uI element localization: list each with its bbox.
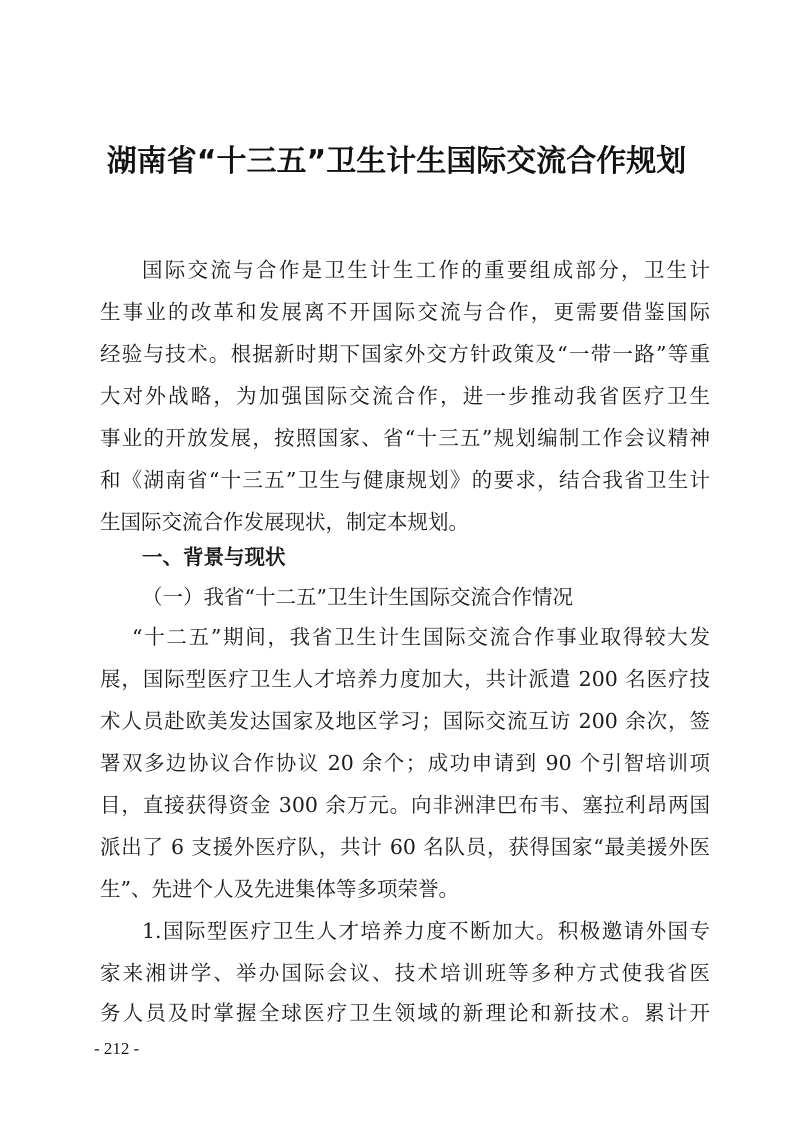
paragraph-line: 务人员及时掌握全球医疗卫生领域的新理论和新技术。累计开 [100, 1001, 710, 1025]
paragraph-line: 大对外战略，为加强国际交流合作，进一步推动我省医疗卫生 [100, 384, 710, 408]
paragraph-line: 生事业的改革和发展离不开国际交流与合作，更需要借鉴国际 [100, 300, 710, 324]
paragraph-line: 派出了 6 支援外医疗队，共计 60 名队员，获得国家“最美援外医 [100, 835, 710, 859]
paragraph-line: 经验与技术。根据新时期下国家外交方针政策及“一带一路”等重 [100, 342, 710, 366]
section-heading: 一、背景与现状 [142, 545, 286, 569]
paragraph-line: 生”、先进个人及先进集体等多项荣誉。 [100, 877, 459, 901]
paragraph-line: 生国际交流合作发展现状，制定本规划。 [100, 510, 469, 534]
paragraph-line: 术人员赴欧美发达国家及地区学习；国际交流互访 200 余次，签 [100, 709, 710, 733]
subsection-heading: （一）我省“十二五”卫生计生国际交流合作情况 [142, 585, 573, 609]
paragraph-line: 1.国际型医疗卫生人才培养力度不断加大。积极邀请外国专 [142, 919, 710, 943]
paragraph-line: 国际交流与合作是卫生计生工作的重要组成部分，卫生计 [142, 258, 710, 282]
paragraph-line: 展，国际型医疗卫生人才培养力度加大，共计派遣 200 名医疗技 [100, 667, 710, 691]
paragraph-line: 目，直接获得资金 300 余万元。向非洲津巴布韦、塞拉利昂两国 [100, 793, 710, 817]
paragraph-line: “十二五”期间，我省卫生计生国际交流合作事业取得较大发 [132, 625, 710, 649]
paragraph-line: 和《湖南省“十三五”卫生与健康规划》的要求，结合我省卫生计 [100, 468, 710, 492]
paragraph-line: 署双多边协议合作协议 20 余个；成功申请到 90 个引智培训项 [100, 751, 710, 775]
paragraph-line: 事业的开放发展，按照国家、省“十三五”规划编制工作会议精神 [100, 426, 710, 450]
paragraph-line: 家来湘讲学、举办国际会议、技术培训班等多种方式使我省医 [100, 961, 710, 985]
document-title: 湖南省“十三五”卫生计生国际交流合作规划 [106, 144, 687, 179]
page-number: - 212 - [94, 1039, 140, 1058]
